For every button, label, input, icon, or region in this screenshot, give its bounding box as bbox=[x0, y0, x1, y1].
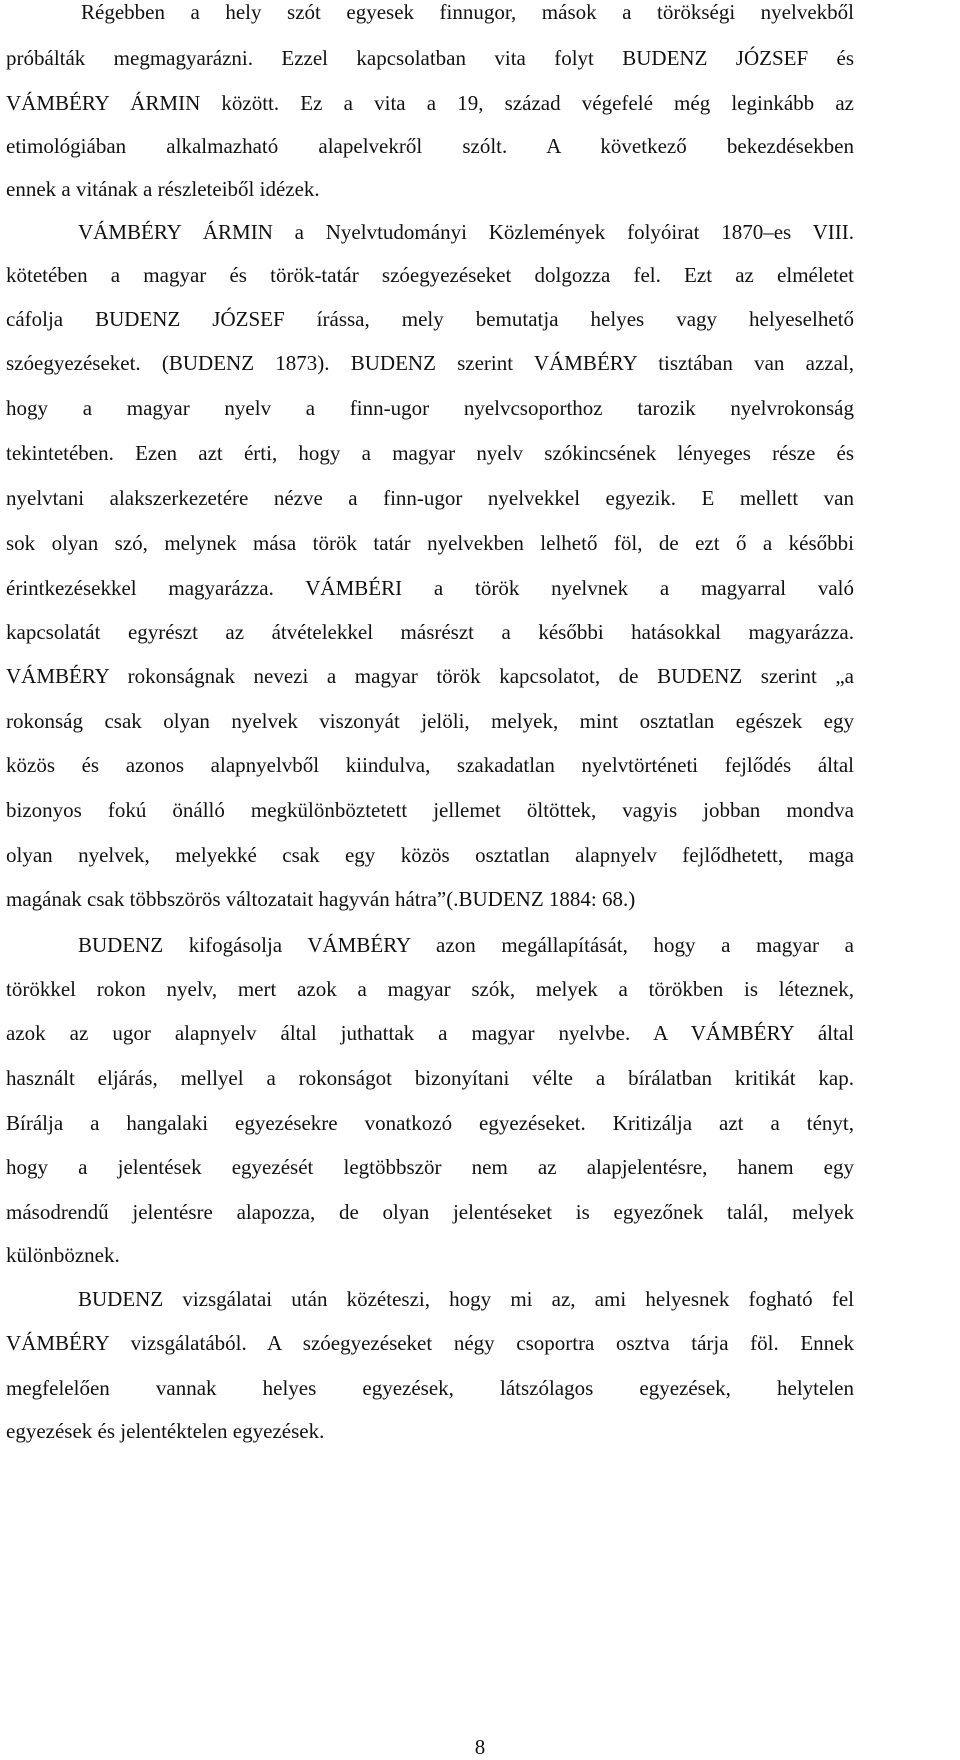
text-line: Régebben a hely szót egyesek finnugor, mások a törökségi nyelvekből bbox=[81, 0, 854, 24]
text-line: kötetében a magyar és török-tatár szóegyezéseket dolgozza fel. Ezt az elméletet bbox=[6, 263, 854, 287]
text-line: próbálták megmagyarázni. Ezzel kapcsolatban vita folyt BUDENZ JÓZSEF és bbox=[6, 46, 854, 70]
text-line: sok olyan szó, melynek mása török tatár nyelvekben lelhető föl, de ezt ő a későbbi bbox=[6, 531, 854, 555]
text-line: VÁMBÉRY ÁRMIN között. Ez a vita a 19, század végefelé még leginkább az bbox=[6, 91, 854, 115]
text-line: tekintetében. Ezen azt érti, hogy a magyar nyelv szókincsének lényeges része és bbox=[6, 441, 854, 465]
text-line: VÁMBÉRY rokonságnak nevezi a magyar török kapcsolatot, de BUDENZ szerint „a bbox=[6, 664, 854, 688]
text-line: szóegyezéseket. (BUDENZ 1873). BUDENZ szerint VÁMBÉRY tisztában van azzal, bbox=[6, 351, 854, 375]
text-line: különböznek. bbox=[6, 1243, 120, 1267]
text-line: törökkel rokon nyelv, mert azok a magyar szók, melyek a törökben is léteznek, bbox=[6, 977, 854, 1001]
text-line: kapcsolatát egyrészt az átvételekkel másrészt a későbbi hatásokkal magyarázza. bbox=[6, 620, 854, 644]
text-line: magának csak többszörös változatait hagyván hátra”(.BUDENZ 1884: 68.) bbox=[6, 887, 636, 911]
text-line: Bírálja a hangalaki egyezésekre vonatkozó egyezéseket. Kritizálja azt a tényt, bbox=[6, 1111, 854, 1135]
text-line: bizonyos fokú önálló megkülönböztetett jellemet öltöttek, vagyis jobban mondva bbox=[6, 798, 854, 822]
text-line: érintkezésekkel magyarázza. VÁMBÉRI a török nyelvnek a magyarral való bbox=[6, 576, 854, 600]
text-line: ennek a vitának a részleteiből idézek. bbox=[6, 177, 320, 201]
text-line: közös és azonos alapnyelvből kiindulva, szakadatlan nyelvtörténeti fejlődés által bbox=[6, 753, 854, 777]
text-line: BUDENZ kifogásolja VÁMBÉRY azon megállapítását, hogy a magyar a bbox=[78, 933, 854, 957]
text-line: nyelvtani alakszerkezetére nézve a finn-ugor nyelvekkel egyezik. E mellett van bbox=[6, 486, 854, 510]
text-line: hogy a jelentések egyezését legtöbbször nem az alapjelentésre, hanem egy bbox=[6, 1155, 854, 1179]
text-line: VÁMBÉRY vizsgálatából. A szóegyezéseket négy csoportra osztva tárja föl. Ennek bbox=[6, 1331, 854, 1355]
text-line: cáfolja BUDENZ JÓZSEF írássa, mely bemutatja helyes vagy helyeselhető bbox=[6, 307, 854, 331]
text-line: BUDENZ vizsgálatai után közéteszi, hogy mi az, ami helyesnek fogható fel bbox=[78, 1287, 854, 1311]
page-number: 8 bbox=[474, 1735, 486, 1759]
text-line: használt eljárás, mellyel a rokonságot bizonyítani vélte a bírálatban kritikát kap. bbox=[6, 1066, 854, 1090]
text-line: olyan nyelvek, melyekké csak egy közös osztatlan alapnyelv fejlődhetett, maga bbox=[6, 843, 854, 867]
text-line: VÁMBÉRY ÁRMIN a Nyelvtudományi Közlemények folyóirat 1870–es VIII. bbox=[78, 220, 854, 244]
text-line: etimológiában alkalmazható alapelvekről szólt. A következő bekezdésekben bbox=[6, 134, 854, 158]
text-line: megfelelően vannak helyes egyezések, látszólagos egyezések, helytelen bbox=[6, 1376, 854, 1400]
text-line: hogy a magyar nyelv a finn-ugor nyelvcsoporthoz tarozik nyelvrokonság bbox=[6, 396, 854, 420]
text-line: azok az ugor alapnyelv által juthattak a magyar nyelvbe. A VÁMBÉRY által bbox=[6, 1021, 854, 1045]
text-line: rokonság csak olyan nyelvek viszonyát jelöli, melyek, mint osztatlan egészek egy bbox=[6, 709, 854, 733]
text-line: másodrendű jelentésre alapozza, de olyan jelentéseket is egyezőnek talál, melyek bbox=[6, 1200, 854, 1224]
text-line: egyezések és jelentéktelen egyezések. bbox=[6, 1419, 325, 1443]
